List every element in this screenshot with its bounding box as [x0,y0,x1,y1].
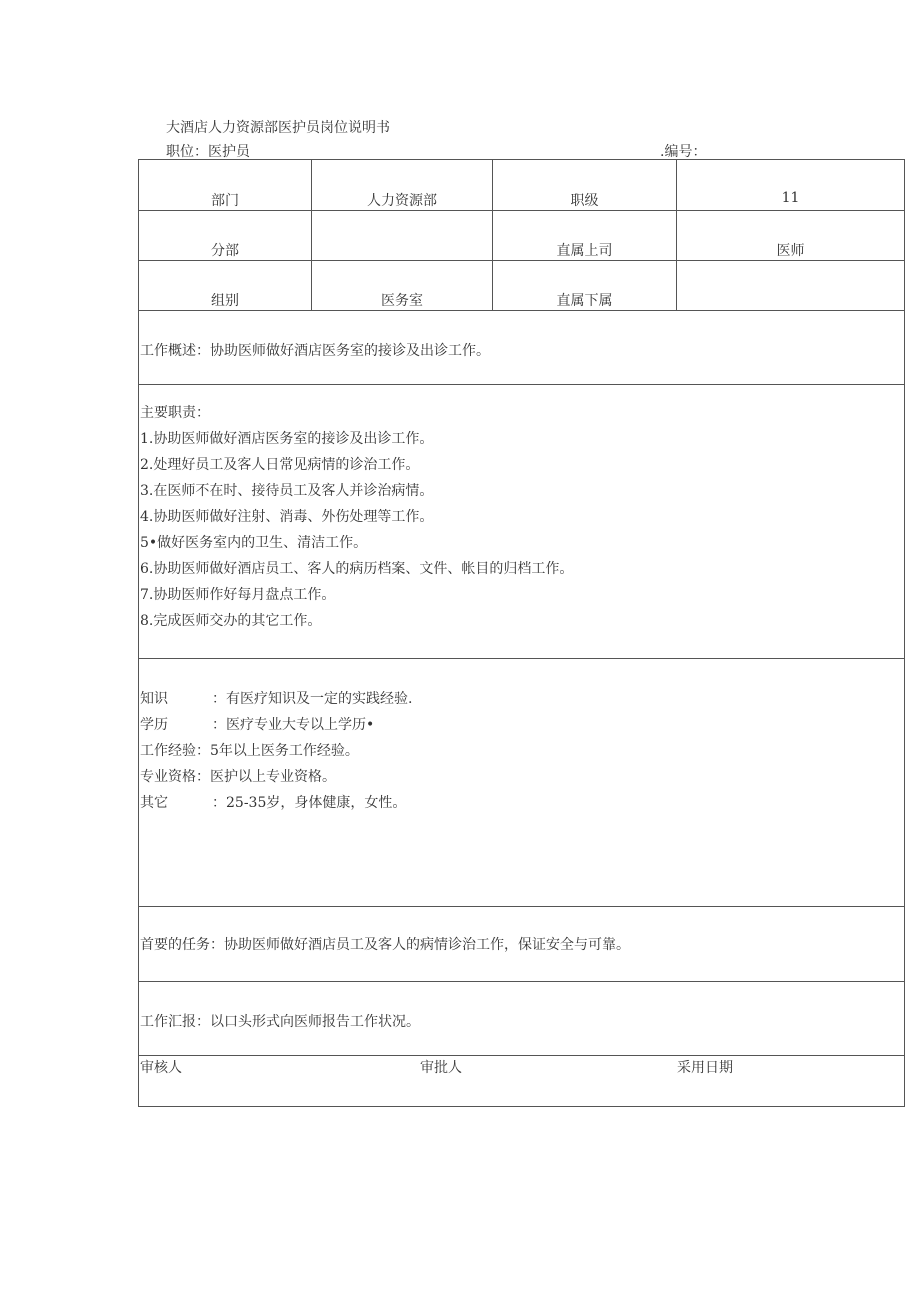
qualification-value: ：医护以上专业资格。 [196,769,336,785]
supervisor-value: 医师 [776,243,805,259]
column-divider [311,159,312,310]
group-label: 组别 [211,293,239,309]
number-label: .编号： [660,144,707,160]
duties-section [140,400,573,634]
qualification-row [140,790,412,816]
qualification-value: ：5年以上医务工作经验。 [196,743,359,759]
duty-item: 2.处理好员工及客人日常见病情的诊治工作。 [140,457,420,473]
job-overview: 工作概述：协助医师做好酒店医务室的接诊及出诊工作。 [140,343,490,359]
qualification-label: 工作经验 [140,743,196,759]
work-report: 工作汇报：以口头形式向医师报告工作状况。 [140,1014,420,1030]
duty-item: 3.在医师不在时、接待员工及客人并诊治病情。 [140,483,434,499]
approver-label: 审批人 [420,1060,462,1076]
qualification-value: ：有医疗知识及一定的实践经验. [212,691,413,707]
supervisor-label: 直属上司 [556,243,613,259]
reviewer-label: 审核人 [140,1060,182,1076]
qualification-value: ：25-35岁，身体健康，女性。 [212,795,407,811]
duty-item: 8.完成医师交办的其它工作。 [140,613,322,629]
group-value: 医务室 [381,293,423,309]
row-divider [138,658,905,659]
position-label: 职位：医护员 [166,144,250,160]
grade-value: 11 [781,190,800,206]
dept-label: 部门 [211,193,239,209]
adoption-date-label: 采用日期 [677,1060,733,1076]
row-divider [138,1055,905,1056]
qualification-label: 其它 [140,795,168,811]
qualification-row [140,712,412,738]
row-divider [138,384,905,385]
qualification-row [140,686,412,712]
division-label: 分部 [211,243,239,259]
duty-item: 4.协助医师做好注射、消毒、外伤处理等工作。 [140,509,434,525]
column-divider [492,159,493,310]
row-divider [138,210,905,211]
row-divider [138,906,905,907]
duty-item: 1.协助医师做好酒店医务室的接诊及出诊工作。 [140,431,434,447]
duty-item: 5•做好医务室内的卫生、清洁工作。 [140,535,368,551]
document-title: 大酒店人力资源部医护员岗位说明书 [166,120,390,136]
row-divider [138,310,905,311]
primary-task: 首要的任务：协助医师做好酒店员工及客人的病情诊治工作，保证安全与可靠。 [140,937,630,953]
qualifications-section [140,686,412,816]
qualification-value: ：医疗专业大专以上学历• [212,717,375,733]
qualification-label: 专业资格 [140,769,196,785]
grade-label: 职级 [570,193,599,209]
row-divider [138,981,905,982]
qualification-row [140,738,412,764]
qualification-label: 学历 [140,717,168,733]
duty-item: 7.协助医师作好每月盘点工作。 [140,587,336,603]
column-divider [676,159,677,310]
qualification-label: 知识 [140,691,168,707]
dept-value: 人力资源部 [367,193,437,209]
duties-heading: 主要职责： [140,405,210,421]
qualification-row [140,764,412,790]
duty-item: 6.协助医师做好酒店员工、客人的病历档案、文件、帐目的归档工作。 [140,561,574,577]
row-divider [138,260,905,261]
subordinate-label: 直属下属 [556,293,613,309]
